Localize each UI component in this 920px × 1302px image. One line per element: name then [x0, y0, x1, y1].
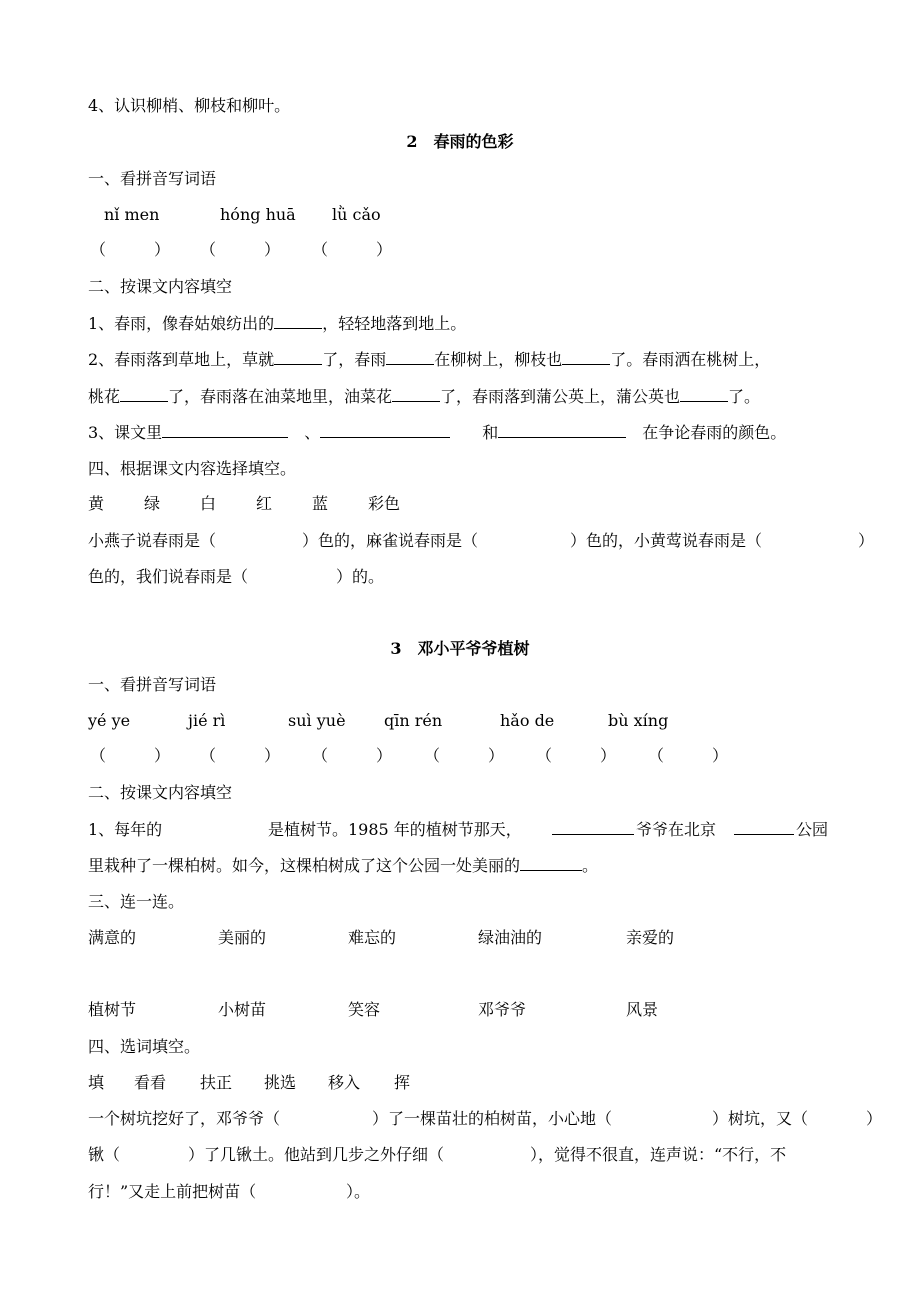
option-word: 挥	[394, 1073, 411, 1092]
option-word: 红	[256, 494, 273, 513]
answer-box[interactable]: （ ）	[200, 240, 281, 259]
option-word: 扶正	[200, 1073, 233, 1092]
lesson3-heading-choose: 四、选词填空。	[88, 1037, 201, 1056]
blank[interactable]	[120, 387, 168, 402]
blank[interactable]	[680, 387, 728, 402]
match-word[interactable]: 亲爱的	[626, 928, 675, 947]
lesson3-p1: 1、每年的 是植树节。1985 年的植树节那天， 爷爷在北京 公园	[88, 820, 829, 839]
pinyin-item: hǎo de	[500, 711, 555, 730]
option-word: 移入	[328, 1073, 361, 1092]
pinyin-item: jié rì	[188, 711, 226, 730]
lesson3-p2: 里栽种了一棵柏树。如今，这棵柏树成了这个公园一处美丽的 。	[88, 856, 599, 875]
match-word[interactable]: 难忘的	[348, 928, 397, 947]
answer-box[interactable]: （ ）	[200, 746, 281, 765]
option-word: 绿	[144, 494, 161, 513]
blank[interactable]	[162, 423, 288, 438]
answer-box[interactable]: （ ）	[648, 746, 729, 765]
lesson2-answer-row	[0, 240, 920, 260]
option-word: 彩色	[368, 494, 401, 513]
match-word[interactable]: 小树苗	[218, 1000, 267, 1019]
lesson3-match-right	[0, 1000, 920, 1020]
lesson3-answer-row	[0, 746, 920, 766]
pinyin-item: qīn rén	[384, 711, 443, 730]
lesson3-heading-pinyin: 一、看拼音写词语	[88, 675, 217, 694]
lesson2-q2-line1: 2、春雨落到草地上，草就 了，春雨 在柳树上，柳枝也 了。春雨洒在桃树上，	[88, 350, 771, 369]
lesson2-q3: 3、课文里 、 和 在争论春雨的颜色。	[88, 423, 787, 442]
pinyin-item: hóng huā	[220, 205, 296, 224]
lesson3-word-options	[0, 1073, 920, 1093]
answer-box[interactable]: （ ）	[312, 746, 393, 765]
lesson2-pinyin-row	[0, 205, 920, 225]
option-word: 蓝	[312, 494, 329, 513]
blank[interactable]	[320, 423, 450, 438]
option-word: 白	[200, 494, 217, 513]
blank[interactable]	[734, 820, 794, 835]
match-word[interactable]: 笑容	[348, 1000, 381, 1019]
lesson2-color-options	[0, 494, 920, 514]
lesson3-match-left	[0, 928, 920, 948]
match-word[interactable]: 满意的	[88, 928, 137, 947]
match-word[interactable]: 美丽的	[218, 928, 267, 947]
option-word: 看看	[134, 1073, 167, 1092]
blank[interactable]	[552, 820, 634, 835]
lesson3-title: 3 邓小平爷爷植树	[390, 639, 530, 658]
lesson2-choose-line1: 小燕子说春雨是（ ）色的，麻雀说春雨是（ ）色的，小黄莺说春雨是（ ）	[88, 531, 875, 550]
lesson2-q1: 1、春雨，像春姑娘纺出的 ，轻轻地落到地上。	[88, 314, 467, 333]
pinyin-item: lǜ cǎo	[332, 205, 381, 224]
pinyin-item: bù xíng	[608, 711, 669, 730]
option-word: 挑选	[264, 1073, 297, 1092]
answer-box[interactable]: （ ）	[90, 746, 171, 765]
blank[interactable]	[392, 387, 440, 402]
option-word: 黄	[88, 494, 105, 513]
blank[interactable]	[274, 314, 322, 329]
lesson3-choose-line1: 一个树坑挖好了，邓爷爷（ ）了一棵苗壮的柏树苗，小心地（ ）树坑，又（ ）	[88, 1109, 883, 1128]
option-word: 填	[88, 1073, 105, 1092]
lesson2-choose-line2: 色的，我们说春雨是（ ）的。	[88, 567, 385, 586]
match-word[interactable]: 绿油油的	[478, 928, 543, 947]
answer-box[interactable]: （ ）	[312, 240, 393, 259]
match-word[interactable]: 风景	[626, 1000, 659, 1019]
blank[interactable]	[386, 350, 434, 365]
blank[interactable]	[520, 856, 582, 871]
lesson3-heading-fill: 二、按课文内容填空	[88, 783, 233, 802]
answer-box[interactable]: （ ）	[424, 746, 505, 765]
lesson2-title: 2 春雨的色彩	[406, 132, 514, 151]
pinyin-item: suì yuè	[288, 711, 346, 730]
blank[interactable]	[274, 350, 322, 365]
match-word[interactable]: 邓爷爷	[478, 1000, 527, 1019]
pinyin-item: nǐ men	[104, 205, 160, 224]
pinyin-item: yé ye	[88, 711, 131, 730]
lesson3-choose-line2: 锹（ ）了几锹土。他站到几步之外仔细（ ），觉得不很直，连声说：“不行，不	[88, 1145, 787, 1164]
blank[interactable]	[562, 350, 610, 365]
lesson2-heading-choose: 四、根据课文内容选择填空。	[88, 459, 297, 478]
answer-box[interactable]: （ ）	[536, 746, 617, 765]
lesson2-heading-fill: 二、按课文内容填空	[88, 277, 233, 296]
match-word[interactable]: 植树节	[88, 1000, 137, 1019]
lesson2-q2-line2: 桃花 了，春雨落在油菜地里，油菜花 了，春雨落到蒲公英上，蒲公英也 了。	[88, 387, 761, 406]
lesson3-pinyin-row	[0, 711, 920, 731]
lesson2-heading-pinyin: 一、看拼音写词语	[88, 169, 217, 188]
answer-box[interactable]: （ ）	[90, 240, 171, 259]
lesson3-choose-line3: 行！”又走上前把树苗（ ）。	[88, 1182, 371, 1201]
lesson3-heading-match: 三、连一连。	[88, 892, 185, 911]
blank[interactable]	[498, 423, 626, 438]
lesson1-item4: 4、认识柳梢、柳枝和柳叶。	[88, 96, 291, 115]
